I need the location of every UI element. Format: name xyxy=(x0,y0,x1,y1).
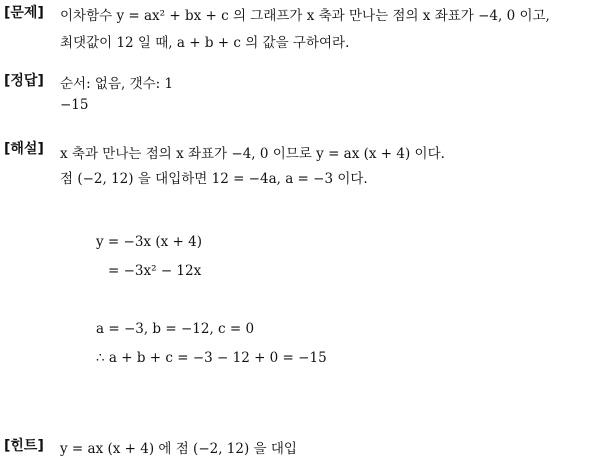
solution-equation-4: ∴ a + b + c = −3 − 12 + 0 = −15 xyxy=(96,350,327,366)
solution-tag: [해설] xyxy=(4,141,44,157)
hint-line-1: y = ax (x + 4) 에 점 (−2, 12) 을 대입 xyxy=(60,441,297,457)
solution-equation-3: a = −3, b = −12, c = 0 xyxy=(96,321,255,337)
solution-line-2: 점 (−2, 12) 을 대입하면 12 = −4a, a = −3 이다. xyxy=(60,171,368,187)
solution-equation-2: = −3x² − 12x xyxy=(108,263,202,279)
answer-line-1: 순서: 없음, 갯수: 1 xyxy=(60,76,174,92)
solution-equation-1: y = −3x (x + 4) xyxy=(96,234,202,250)
answer-value: −15 xyxy=(60,97,89,113)
answer-tag: [정답] xyxy=(4,73,44,89)
hint-tag: [힌트] xyxy=(4,438,44,454)
problem-line-2: 최댓값이 12 일 때, a + b + c 의 값을 구하여라. xyxy=(60,35,350,51)
solution-line-1: x 축과 만나는 점의 x 좌표가 −4, 0 이므로 y = ax (x + 4) 이다. xyxy=(60,146,445,162)
problem-line-1: 이차함수 y = ax² + bx + c 의 그래프가 x 축과 만나는 점의 x 좌표가 −4, 0 이고, xyxy=(60,8,550,24)
problem-tag: [문제] xyxy=(4,5,44,21)
